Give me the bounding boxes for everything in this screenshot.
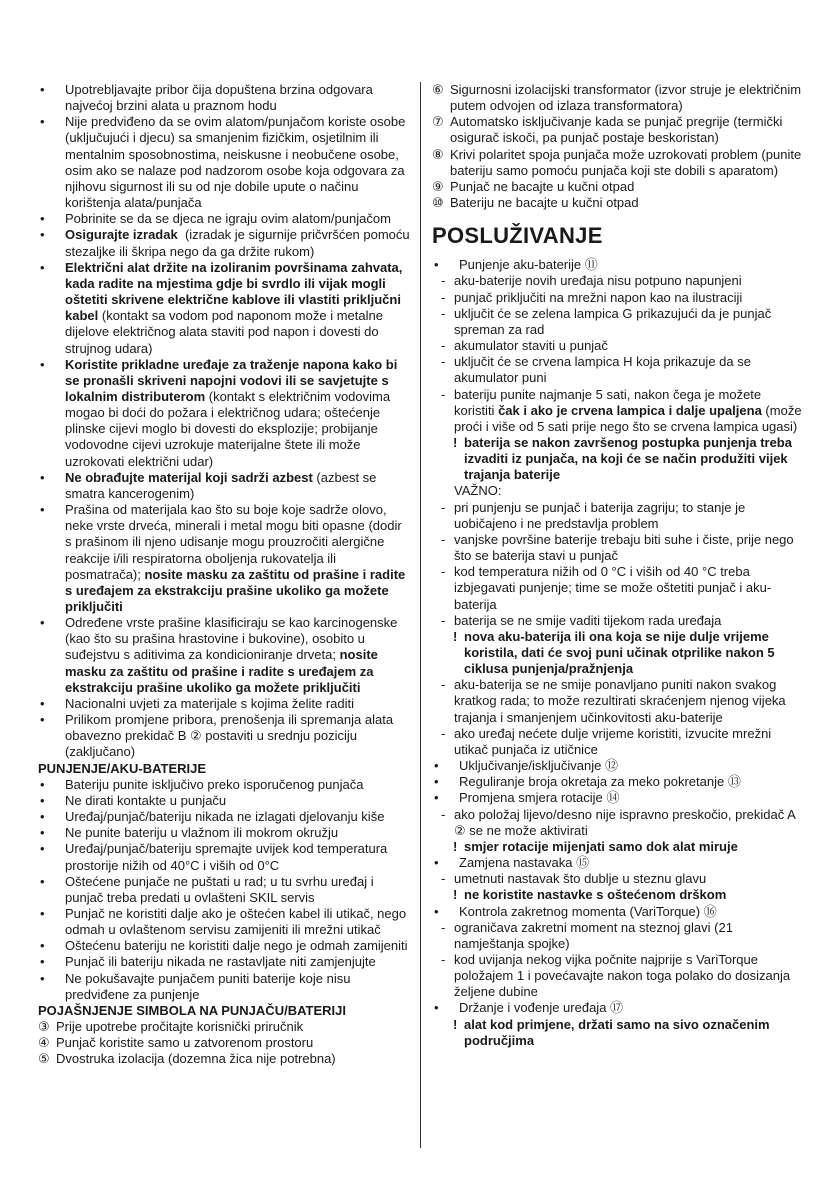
list-item: • Pobrinite se da se djeca ne igraju ovim alatom/punjačom: [38, 211, 410, 227]
symbol-item: ⑦ Automatsko isključivanje kada se punjač pregrije (termički osigurač iskoči, pa punjač postaje beskoristan): [432, 114, 783, 146]
list-item: • Upotrebljavajte pribor čija dopuštena brzina odgovara najvećoj brzini alata u praznom hodu: [38, 82, 410, 114]
list-item: • Uređaj/punjač/bateriju nikada ne izlagati djelovanju kiše: [38, 809, 410, 825]
list-item: • Uključivanje/isključivanje ⑫: [432, 758, 804, 774]
important-label: VAŽNO:: [454, 483, 502, 499]
symbol-item: ④ Punjač koristite samo u zatvorenom prostoru: [38, 1035, 314, 1051]
sub-item: - baterija se ne smije vaditi tijekom rada uređaja: [432, 613, 804, 629]
warning-note: ! alat kod primjene, držati samo na sivo označenim područjima: [432, 1017, 804, 1049]
symbol-number: ⑩: [432, 195, 444, 211]
list-item: • Držanje i vođenje uređaja ⑰: [432, 1000, 804, 1016]
page-title: POSLUŽIVANJE: [432, 223, 603, 249]
right-column: [432, 82, 804, 1049]
list-item: • Nacionalni uvjeti za materijale s kojima želite raditi: [38, 696, 410, 712]
list-item: • Zamjena nastavaka ⑮: [432, 855, 804, 871]
list-item: • Ne dirati kontakte u punjaču: [38, 793, 410, 809]
symbol-item: ⑨ Punjač ne bacajte u kučni otpad: [432, 178, 635, 194]
list-item: • Osigurajte izradak (izradak je sigurnije pričvršćen pomoću stezaljke ili škripa nego da ga držite rukom): [38, 227, 410, 259]
sub-item: - kod temperatura nižih od 0 °C i viših od 40 °C treba izbjegavati punjenje; time se može oštetiti punjač i aku-baterija: [432, 564, 804, 612]
list-item: • Prašina od materijala kao što su boje koje sadrže olovo, neke vrste drveća, minerali i metal mogu biti opasne (dodir s prašinom ili njeno udisanje mogu prouzročiti alergične reakcije i/ili respiratorna oboljenja rukovatelja ili posmatrača); nosite masku za zaštitu od prašine i radite s uređajem za ekstrakciju prašine ukoliko ga možete priključiti: [38, 502, 410, 615]
sub-item: - umetnuti nastavak što dublje u steznu glavu: [432, 871, 804, 887]
list-item: • Promjena smjera rotacije ⑭: [432, 790, 804, 806]
sub-item: - aku-baterije novih uređaja nisu potpuno napunjeni: [432, 273, 804, 289]
list-item: • Oštećene punjače ne puštati u rad; u tu svrhu uređaj i punjač treba predati u ovlašteni SKIL servis: [38, 874, 410, 906]
symbol-item: ⑤ Dvostruka izolacija (dozemna žica nije potrebna): [38, 1051, 336, 1067]
symbol-number: ⑦: [432, 114, 444, 130]
section-heading-charging: PUNJENJE/AKU-BATERIJE: [38, 760, 207, 776]
symbol-item: ⑧ Krivi polaritet spoja punjača može uzrokovati problem (punite bateriju samo pomoću punjača koji ste dobili s aparatom): [432, 146, 802, 178]
left-column: [38, 82, 414, 1068]
list-item: • Električni alat držite na izoliranim površinama zahvata, kada radite na mjestima gdje bi svrdlo ili vijak mogli oštetiti skrivene električne kablove ili vlastiti priključni kabel (kontakt sa vodom pod naponom može i metalne dijelove električnog alata staviti pod napon i dovesti do strujnog udara): [38, 260, 410, 357]
list-item: • Punjač ne koristiti dalje ako je oštećen kabel ili utikač, nego odmah u ovlaštenom servisu zamijeniti ili mrežni utikač: [38, 906, 410, 938]
list-item: • Kontrola zakretnog momenta (VariTorque) ⑯: [432, 904, 804, 920]
symbol-number: ⑤: [38, 1051, 50, 1067]
list-item: • Punjač ili bateriju nikada ne rastavljate niti zamjenjujte: [38, 954, 410, 970]
sub-item: - aku-baterija se ne smije ponavljano puniti nakon svakog kratkog rada; to može rezultirati skraćenjem njenog vijeka trajanja i smanjenjem učinkovitosti aku-baterije: [432, 677, 804, 725]
warning-note: ! smjer rotacije mijenjati samo dok alat miruje: [432, 839, 804, 855]
section-heading-symbols: POJAŠNJENJE SIMBOLA NA PUNJAČU/BATERIJI: [38, 1002, 346, 1018]
symbol-item: ⑥ Sigurnosni izolacijski transformator (izvor struje je električnim putem odvojen od izlaza transformatora): [432, 82, 802, 114]
symbol-item: ⑩ Bateriju ne bacajte u kučni otpad: [432, 195, 639, 211]
sub-item: - vanjske površine baterije trebaju biti suhe i čiste, prije nego što se baterija stavi u punjač: [432, 532, 804, 564]
sub-item: - uključit će se crvena lampica H koja prikazuje da se akumulator puni: [432, 354, 804, 386]
list-item: • Ne pokušavajte punjačem puniti baterije koje nisu predviđene za punjenje: [38, 971, 410, 1003]
list-item: • Bateriju punite isključivo preko isporučenog punjača: [38, 777, 410, 793]
list-item: • Prilikom promjene pribora, prenošenja ili spremanja alata obavezno prekidač B ② postaviti u srednju poziciju (zaključano): [38, 712, 410, 760]
list-item: • Punjenje aku-baterije ⑪: [432, 257, 804, 273]
warning-note: ! ne koristite nastavke s oštećenom drškom: [432, 887, 804, 903]
symbol-number: ③: [38, 1019, 50, 1035]
sub-item: - ako položaj lijevo/desno nije ispravno preskočio, prekidač A ② se ne može aktivirati: [432, 807, 804, 839]
list-item: • Reguliranje broja okretaja za meko pokretanje ⑬: [432, 774, 804, 790]
list-item: • Koristite prikladne uređaje za traženje napona kako bi se pronašli skriveni napojni vodovi ili se savjetujte s lokalnim distributerom (kontakt s električnim vodovima mogao bi doći do požara i električnog udara; oštećenje plinske cijevi moglo bi dovesti do eksplozije; probijanje vodovodne cijevi uzrokuje materijalne štete ili može uzrokovati električni udar): [38, 357, 410, 470]
list-item: • Oštećenu bateriju ne koristiti dalje nego je odmah zamijeniti: [38, 938, 410, 954]
sub-item: - akumulator staviti u punjač: [432, 338, 804, 354]
list-item: • Ne punite bateriju u vlažnom ili mokrom okružju: [38, 825, 410, 841]
list-item: • Nije predviđeno da se ovim alatom/punjačom koriste osobe (uključujući i djecu) sa smanjenim fizičkim, osjetilnim ili mentalnim sposobnostima, neiskusne i neobučene osobe, osim ako se nalaze pod nadzorom osobe koja odgovara za njihovu sigurnost ili su od nje dobile upute o načinu korištenja alata/punjača: [38, 114, 410, 211]
sub-item: - ograničava zakretni moment na steznoj glavi (21 namještanja spojke): [432, 920, 804, 952]
column-divider: [420, 82, 421, 1148]
warning-note: ! nova aku-baterija ili ona koja se nije dulje vrijeme koristila, dati će svoj puni učinak otprilike nakon 5 ciklusa punjenja/pražnjenja: [432, 629, 804, 677]
symbol-number: ④: [38, 1035, 50, 1051]
sub-item: - uključit će se zelena lampica G prikazujući da je punjač spreman za rad: [432, 306, 804, 338]
symbol-number: ⑨: [432, 178, 444, 194]
warning-note: ! baterija se nakon završenog postupka punjenja treba izvaditi iz punjača, na koji će se način produžiti vijek trajanja baterije: [432, 435, 804, 483]
sub-item: - kod uvijanja nekog vijka počnite najprije s VariTorque položajem 1 i povećavajte nakon toga polako do dosizanja željene dubine: [432, 952, 804, 1000]
list-item: • Uređaj/punjač/bateriju spremajte uvijek kod temperatura prostorije nižih od 40°C i viših od 0°C: [38, 841, 410, 873]
list-item: • Ne obrađujte materijal koji sadrži azbest (azbest se smatra kancerogenim): [38, 470, 410, 502]
sub-item: - ako uređaj nećete dulje vrijeme koristiti, izvucite mrežni utikač punjača iz utičnice: [432, 726, 804, 758]
sub-item: - pri punjenju se punjač i baterija zagriju; to stanje je uobičajeno i ne predstavlja problem: [432, 500, 804, 532]
symbol-number: ⑥: [432, 82, 444, 97]
symbol-item: ③ Prije upotrebe pročitajte korisnički priručnik: [38, 1019, 304, 1035]
sub-item: - bateriju punite najmanje 5 sati, nakon čega je možete koristiti čak i ako je crvena lampica i dalje upaljena (može proći i više od 5 sati prije nego što se crvena lampica ugasi): [432, 387, 804, 435]
list-item: • Određene vrste prašine klasificiraju se kao karcinogenske (kao što su prašina hrastovine i bukovine), osobito u suđejstvu s aditivima za kondicioniranje drveta; nosite masku za zaštitu od prašine i radite s uređajem za ekstrakciju prašine ukoliko ga možete priključiti: [38, 615, 410, 696]
sub-item: - punjač priključiti na mrežni napon kao na ilustraciji: [432, 290, 804, 306]
symbol-number: ⑧: [432, 146, 444, 162]
